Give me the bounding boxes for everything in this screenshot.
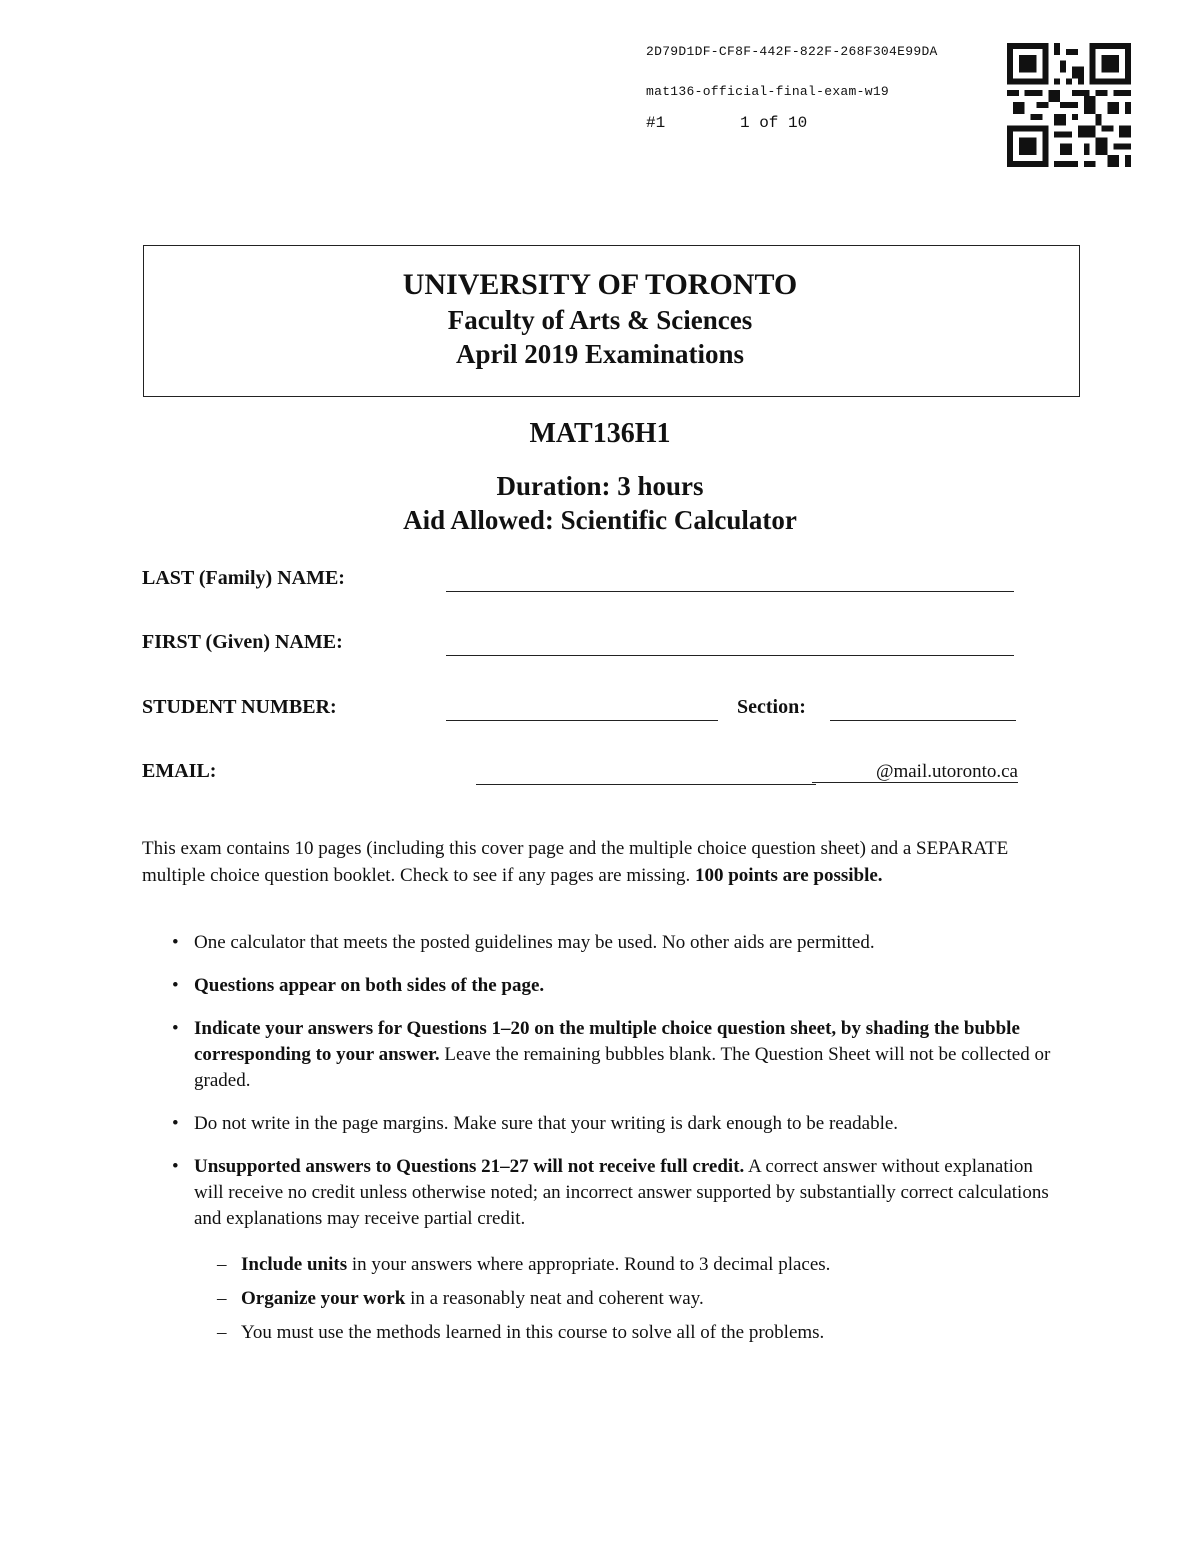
sub-units-plain: in your answers where appropriate. Round to 3 decimal places. (351, 1254, 831, 1275)
points-statement: 100 points are possible. (694, 865, 883, 886)
sub-units-bold: Include units (241, 1254, 348, 1275)
instruction-mc-bold: Indicate your answers for Questions 1–20 on the multiple choice question sheet, by shading the bubble corresponding to your answer. (194, 1018, 1020, 1065)
email-field[interactable] (476, 784, 816, 785)
list-item (170, 973, 1058, 999)
intro-text: This exam contains 10 pages (including this cover page and the multiple choice question sheet) and a SEPARATE multiple choice question booklet. Check to see if any pages are missing. (142, 838, 1009, 886)
section-label: Section: (737, 696, 806, 718)
copy-number: #1 (646, 114, 666, 132)
aid-allowed: Aid Allowed: Scientific Calculator (403, 505, 797, 535)
last-name-field[interactable] (446, 591, 1014, 592)
instruction-list (170, 930, 1058, 1249)
last-name-label: LAST (Family) NAME: (142, 567, 345, 589)
document-id: 2D79D1DF-CF8F-442F-822F-268F304E99DA (646, 44, 938, 59)
exam-name: mat136-official-final-exam-w19 (646, 84, 890, 99)
intro-paragraph (142, 835, 1058, 889)
list-item (217, 1286, 830, 1312)
exam-duration: Duration: 3 hours (496, 471, 704, 501)
exam-session: April 2019 Examinations (455, 339, 745, 369)
list-item (170, 1111, 1058, 1137)
list-item (170, 1016, 1058, 1094)
student-number-field[interactable] (446, 720, 718, 721)
instruction-both-sides: Questions appear on both sides of the page. (194, 975, 545, 996)
instruction-unsupported-bold: Unsupported answers to Questions 21–27 will not receive full credit. (194, 1156, 745, 1177)
faculty-name: Faculty of Arts & Sciences (447, 305, 753, 335)
instruction-margins: Do not write in the page margins. Make sure that your writing is dark enough to be readable. (194, 1113, 899, 1134)
email-label: EMAIL: (142, 760, 217, 782)
instruction-calculator: One calculator that meets the posted guidelines may be used. No other aids are permitted. (194, 932, 875, 953)
course-code: MAT136H1 (529, 418, 671, 449)
page-info: 1 of 10 (740, 114, 808, 132)
section-field[interactable] (830, 720, 1016, 721)
instruction-unsupported-plain: A correct answer without explanation will receive no credit unless otherwise noted; an incorrect answer supported by substantially correct calculations and explanations may receive partial credit. (194, 1156, 1049, 1229)
list-item (217, 1320, 830, 1346)
email-domain: @mail.utoronto.ca (812, 762, 1018, 783)
first-name-field[interactable] (446, 655, 1014, 656)
sub-instruction-list (217, 1252, 830, 1354)
qr-code-icon (1005, 43, 1133, 167)
student-number-label: STUDENT NUMBER: (142, 696, 337, 718)
sub-organize-plain: in a reasonably neat and coherent way. (410, 1288, 704, 1309)
list-item (170, 930, 1058, 956)
university-name: UNIVERSITY OF TORONTO (402, 268, 798, 301)
sub-methods: You must use the methods learned in this course to solve all of the problems. (241, 1322, 825, 1343)
instruction-mc-plain: Leave the remaining bubbles blank. The Question Sheet will not be collected or graded. (194, 1044, 1051, 1091)
sub-organize-bold: Organize your work (241, 1288, 406, 1309)
list-item (217, 1252, 830, 1278)
list-item (170, 1154, 1058, 1232)
first-name-label: FIRST (Given) NAME: (142, 631, 343, 653)
